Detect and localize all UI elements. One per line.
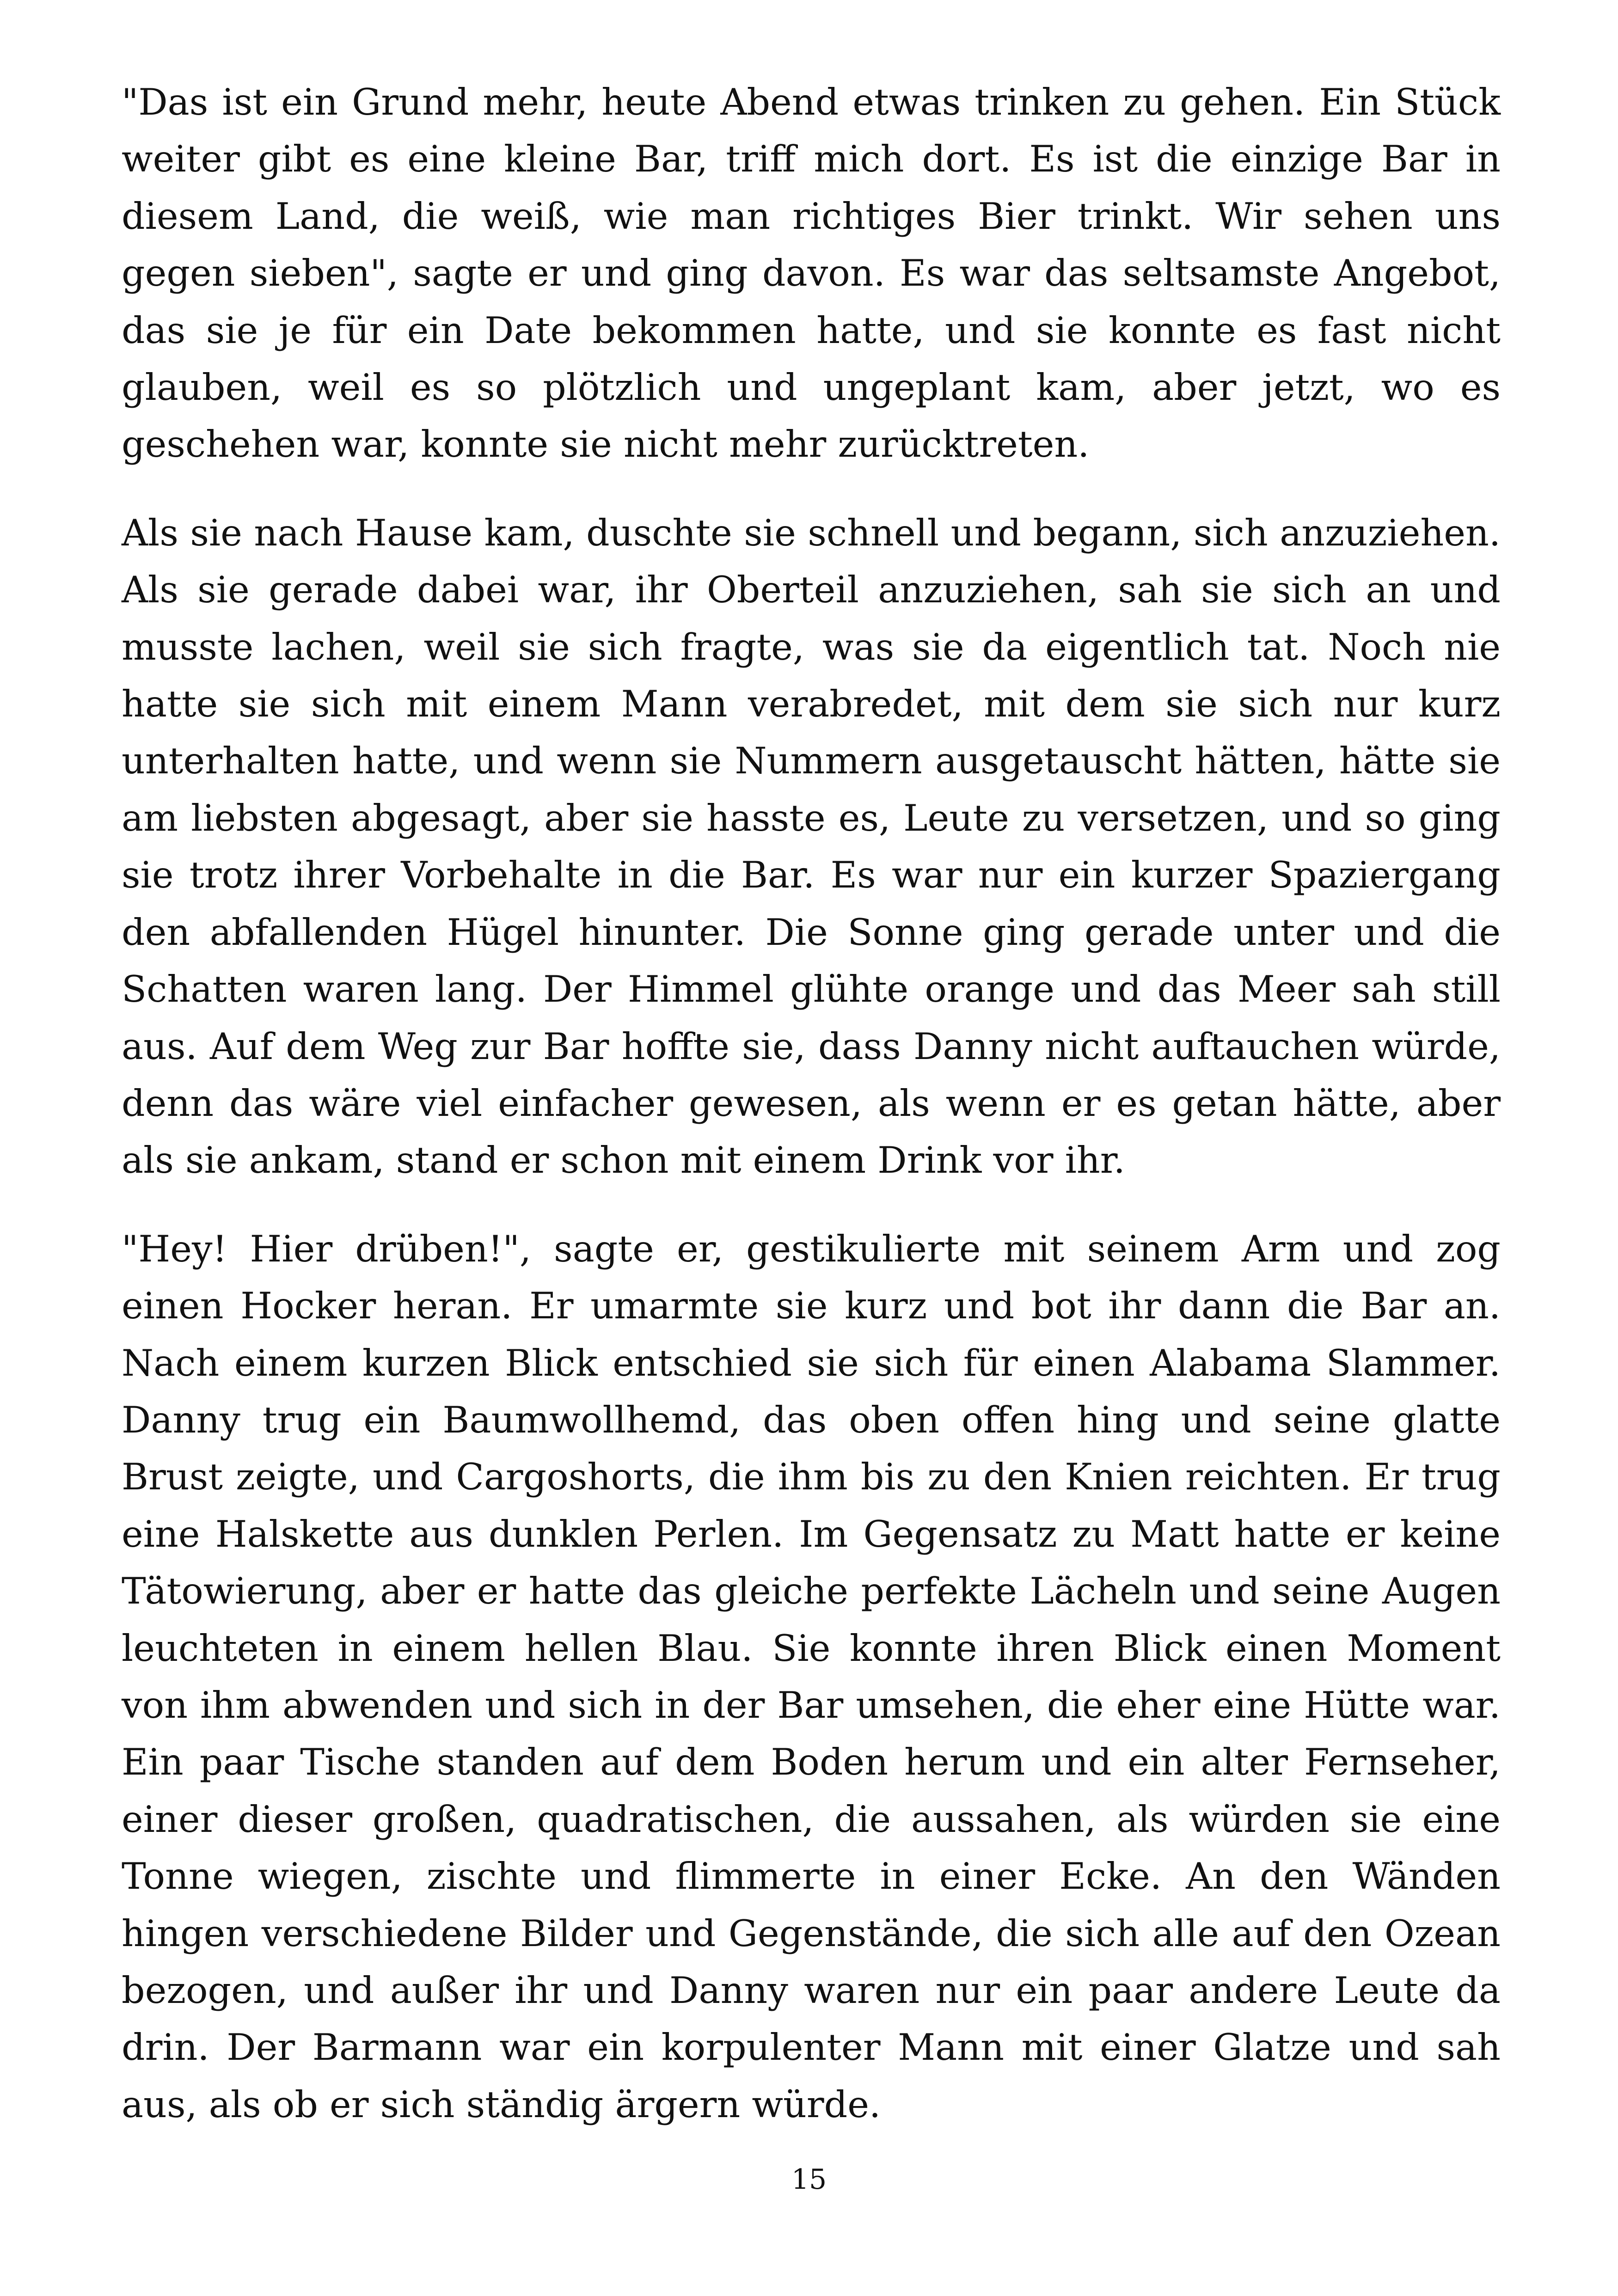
paragraph-1: "Das ist ein Grund mehr, heute Abend etwas trinken zu gehen. Ein Stück weiter gibt es eine kleine Bar, triff mich dort. Es ist die einzige Bar in diesem Land, die weiß, wie man richtiges Bier trinkt. Wir sehen uns gegen sieben", sagte er und ging davon. Es war das seltsamste Angebot, das sie je für ein Date bekommen hatte, und sie konnte es fast nicht glauben, weil es so plötzlich und ungeplant kam, aber jetzt, wo es geschehen war, konnte sie nicht mehr zurücktreten.	[122, 81, 1501, 466]
page-number: 15	[791, 2163, 827, 2196]
body-text	[122, 74, 1501, 2165]
paragraph-3: "Hey! Hier drüben!", sagte er, gestikulierte mit seinem Arm und zog einen Hocker heran. Er umarmte sie kurz und bot ihr dann die Bar an. Nach einem kurzen Blick entschied sie sich für einen Alabama Slammer. Danny trug ein Baumwollhemd, das oben offen hing und seine glatte Brust zeigte, und Cargoshorts, die ihm bis zu den Knien reichten. Er trug eine Halskette aus dunklen Perlen. Im Gegensatz zu Matt hatte er keine Tätowierung, aber er hatte das gleiche perfekte Lächeln und seine Augen leuchteten in einem hellen Blau. Sie konnte ihren Blick einen Moment von ihm abwenden und sich in der Bar umsehen, die eher eine Hütte war. Ein paar Tische standen auf dem Boden herum und ein alter Fernseher, einer dieser großen, quadratischen, die aussahen, als würden sie eine Tonne wiegen, zischte und flimmerte in einer Ecke. An den Wänden hingen verschiedene Bilder und Gegenstände, die sich alle auf den Ozean bezogen, und außer ihr und Danny waren nur ein paar andere Leute da drin. Der Barmann war ein korpulenter Mann mit einer Glatze und sah aus, als ob er sich ständig ärgern würde.	[122, 1227, 1501, 2126]
paragraph-2: Als sie nach Hause kam, duschte sie schnell und begann, sich anzuziehen. Als sie gerade dabei war, ihr Oberteil anzuziehen, sah sie sich an und musste lachen, weil sie sich fragte, was sie da eigentlich tat. Noch nie hatte sie sich mit einem Mann verabredet, mit dem sie sich nur kurz unterhalten hatte, und wenn sie Nummern ausgetauscht hätten, hätte sie am liebsten abgesagt, aber sie hasste es, Leute zu versetzen, und so ging sie trotz ihrer Vorbehalte in die Bar. Es war nur ein kurzer Spaziergang den abfallenden Hügel hinunter. Die Sonne ging gerade unter und die Schatten waren lang. Der Himmel glühte orange und das Meer sah still aus. Auf dem Weg zur Bar hoffte sie, dass Danny nicht auftauchen würde, denn das wäre viel einfacher gewesen, als wenn er es getan hätte, aber als sie ankam, stand er schon mit einem Drink vor ihr.	[122, 511, 1501, 1182]
